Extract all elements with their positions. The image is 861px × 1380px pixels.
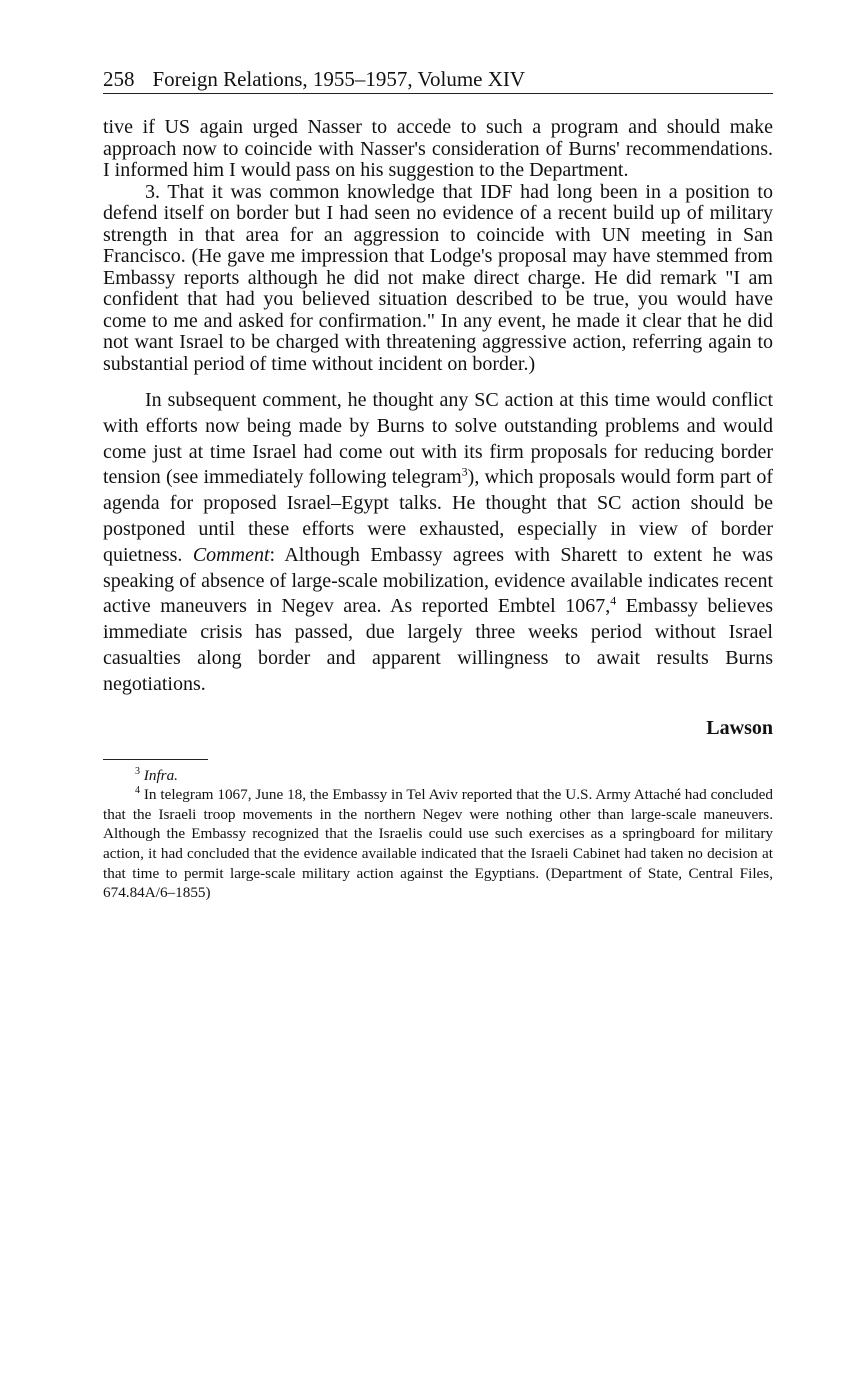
telegram-text-block <box>103 117 773 375</box>
footnote-divider <box>103 759 208 760</box>
comment-text-part3: : Although Embassy agrees with Sharett to extent he was speaking of absence of large-scale mobilization, evidence available indicates recent active maneuvers in Negev area. As reported Embtel 1067, <box>103 543 773 618</box>
footnotes-section <box>103 766 773 903</box>
page-number: 258 <box>103 67 135 91</box>
document-page <box>103 66 773 903</box>
continuation-paragraph: tive if US again urged Nasser to accede to such a program and should make approach now to coincide with Nasser's consideration of Burns' recommendations. I informed him I would pass on his suggestion to the Department. <box>103 116 773 181</box>
footnote-4-text: In telegram 1067, June 18, the Embassy in Tel Aviv reported that the U.S. Army Attaché had concluded that the Israeli troop movements in the northern Negev were nothing other than large-scale maneuvers. Although the Embassy recognized that the Israelis could use such exercises as a springboard for military action, it had concluded that the evidence available indicated that the Israeli Cabinet had taken no decision at that time to permit large-scale military action against the Egyptians. (Department of State, Central Files, 674.84A/6–1855) <box>103 786 773 902</box>
footnote-3-marker: 3 <box>135 765 140 777</box>
footnote-4-marker: 4 <box>135 785 140 797</box>
volume-title: Foreign Relations, 1955–1957, Volume XIV <box>152 67 526 91</box>
comment-paragraph <box>103 388 773 698</box>
comment-label: Comment <box>192 543 270 566</box>
comment-text-part1: In subsequent comment, he thought any SC action at this time would conflict with efforts now being made by Burns to solve outstanding problems and would come just at time Israel had come out with its firm proposals for reducing border tension (see immediately following telegram <box>103 389 773 489</box>
signature: Lawson <box>706 716 773 739</box>
footnote-4 <box>103 785 773 903</box>
running-header <box>103 66 773 94</box>
footnote-reference-4[interactable]: 4 <box>610 593 617 608</box>
footnote-reference-3[interactable]: 3 <box>461 464 468 479</box>
comment-text-part2: ), which proposals would form part of agenda for proposed Israel–Egypt talks. He thought that SC action should be postponed until these efforts were exhausted, especially in view of border quietness. <box>103 466 773 566</box>
footnote-3 <box>103 766 773 786</box>
comment-text-part4: Embassy believes immediate crisis has passed, due largely three weeks period without Israel casualties along border and apparent willingness to await results Burns negotiations. <box>103 595 773 695</box>
footnote-3-text: Infra. <box>143 766 178 784</box>
numbered-paragraph-3: 3. That it was common knowledge that IDF had long been in a position to defend itself on border but I had seen no evidence of a recent build up of military strength in that area for an aggression to coincide with UN meeting in San Francisco. (He gave me impression that Lodge's proposal may have stemmed from Embassy reports although he did not make direct charge. He did remark "I am confident that had you believed situation described to be true, you would have come to me and asked for confirmation." In any event, he made it clear that he did not want Israel to be charged with threatening aggressive action, referring again to substantial period of time without incident on border.) <box>103 180 773 375</box>
